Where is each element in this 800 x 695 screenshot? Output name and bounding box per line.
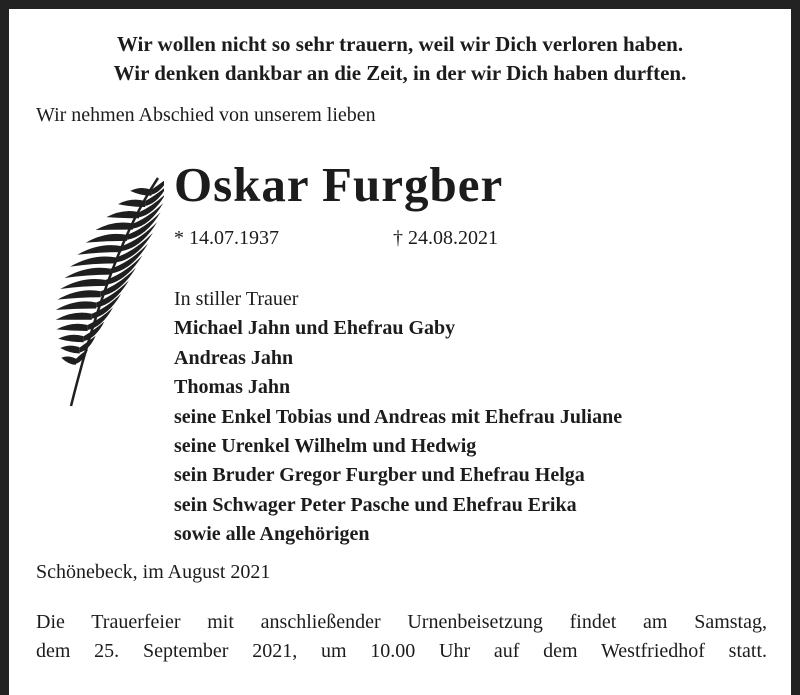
mourner-line: Michael Jahn und Ehefrau Gaby xyxy=(174,317,456,340)
death-date: † 24.08.2021 xyxy=(393,227,498,249)
mourner-line: seine Enkel Tobias und Andreas mit Ehefrau Juliane xyxy=(174,405,623,428)
palm-frond-icon xyxy=(34,174,164,410)
intro-text: Wir nehmen Abschied von unserem lieben xyxy=(36,104,376,126)
mourner-line: sein Schwager Peter Pasche und Ehefrau Erika xyxy=(174,493,577,516)
funeral-info-line-2: dem 25. September 2021, um 10.00 Uhr auf dem Westfriedhof statt. xyxy=(36,640,767,662)
mourner-line: seine Urenkel Wilhelm und Hedwig xyxy=(174,435,477,458)
mourner-line: sowie alle Angehörigen xyxy=(174,523,370,546)
funeral-info-line-1: Die Trauerfeier mit anschließender Urnenbeisetzung findet am Samstag, xyxy=(36,611,767,633)
deceased-name: Oskar Furgber xyxy=(174,157,504,212)
mourners-block xyxy=(174,285,622,550)
mourner-line: Thomas Jahn xyxy=(174,376,291,399)
mourners-heading: In stiller Trauer xyxy=(174,288,299,310)
birth-date: * 14.07.1937 xyxy=(174,227,279,249)
place-date: Schönebeck, im August 2021 xyxy=(36,561,271,583)
mourner-line: Andreas Jahn xyxy=(174,346,294,369)
motto-line-2: Wir denken dankbar an die Zeit, in der wir Dich haben durften. xyxy=(113,61,687,85)
motto-line-1: Wir wollen nicht so sehr trauern, weil wir Dich verloren haben. xyxy=(116,32,684,56)
mourner-line: sein Bruder Gregor Furgber und Ehefrau Helga xyxy=(174,464,585,487)
